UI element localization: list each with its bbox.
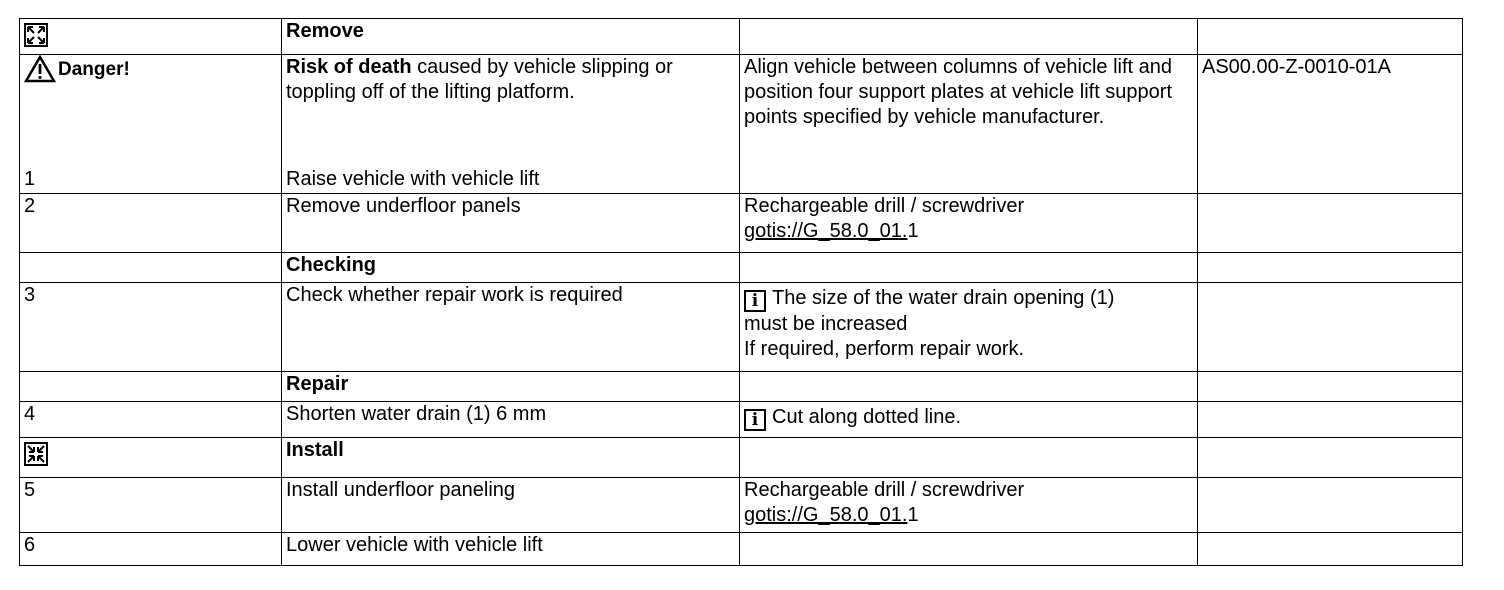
step-row-6 (20, 533, 1463, 566)
step-row-5 (20, 478, 1463, 533)
reference-code: AS00.00-Z-0010-01A (1198, 55, 1463, 194)
step-text: Raise vehicle with vehicle lift (286, 168, 540, 190)
note-line-1: The size of the water drain opening (1) (772, 287, 1115, 309)
danger-text: Danger! (58, 58, 130, 80)
step-text: Remove underfloor panels (282, 194, 740, 253)
step-number: 2 (20, 194, 282, 253)
info-icon: i (744, 290, 766, 312)
section-title-install: Install (282, 438, 740, 478)
risk-text: caused by vehicle slipping or toppling off of the lifting platform. (286, 56, 673, 103)
tool-text: Rechargeable drill / screwdriver (744, 195, 1025, 217)
step-number: 5 (20, 478, 282, 533)
note-line-3: If required, perform repair work. (744, 338, 1025, 360)
section-row-install (20, 438, 1463, 478)
link-suffix: 1 (907, 504, 919, 526)
danger-label (24, 55, 277, 83)
section-row-repair (20, 372, 1463, 402)
step-number: 1 (24, 168, 36, 190)
step-note: Align vehicle between columns of vehicle lift and position four support plates at vehicle lift support points specified by vehicle manufacturer. (740, 55, 1198, 194)
step-text: Shorten water drain (1) 6 mm (282, 402, 740, 438)
section-title-repair: Repair (282, 372, 740, 402)
step-row-2 (20, 194, 1463, 253)
section-title-remove: Remove (282, 19, 740, 55)
link-suffix: 1 (907, 220, 919, 242)
info-icon: i (744, 409, 766, 431)
gotis-link[interactable]: gotis://G_58.0_01. (744, 504, 908, 526)
note-line-2: must be increased (744, 313, 908, 335)
warning-triangle-icon (24, 55, 56, 83)
step-text: Lower vehicle with vehicle lift (282, 533, 740, 566)
section-row-checking (20, 253, 1463, 283)
step-row-3 (20, 283, 1463, 372)
step-number: 4 (20, 402, 282, 438)
step-row-1 (20, 55, 1463, 194)
risk-bold: Risk of death (286, 56, 412, 78)
step-note: Cut along dotted line. (772, 406, 962, 428)
step-row-4 (20, 402, 1463, 438)
risk-warning (286, 55, 735, 105)
remove-icon-cell (20, 19, 282, 55)
procedure-table (19, 18, 1463, 566)
install-icon-cell (20, 438, 282, 478)
tool-text: Rechargeable drill / screwdriver (744, 479, 1025, 501)
step-number: 6 (20, 533, 282, 566)
step-text: Check whether repair work is required (282, 283, 740, 372)
section-title-checking: Checking (282, 253, 740, 283)
collapse-arrows-icon (24, 442, 48, 466)
step-text: Install underfloor paneling (282, 478, 740, 533)
section-row-remove (20, 19, 1463, 55)
step-number: 3 (20, 283, 282, 372)
expand-arrows-icon (24, 23, 48, 47)
gotis-link[interactable]: gotis://G_58.0_01. (744, 220, 908, 242)
